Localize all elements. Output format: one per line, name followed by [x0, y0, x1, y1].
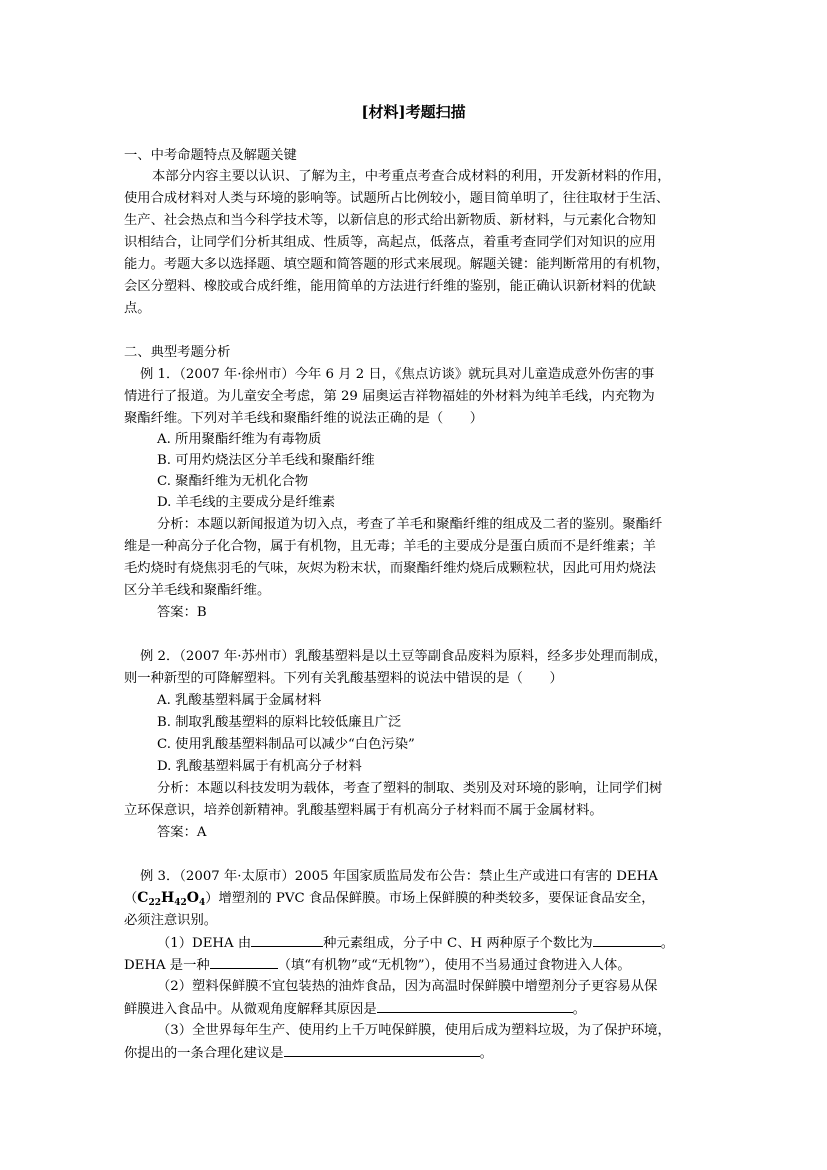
example2-option-b: B. 制取乳酸基塑料的原料比较低廉且广泛	[157, 715, 402, 730]
example1-option-b: B. 可用灼烧法区分羊毛线和聚酯纤维	[157, 453, 375, 468]
section1-paragraph-line: 会区分塑料、橡胶或合成纤维，能用简单的方法进行纤维的鉴别，能正确认识新材料的优缺	[124, 279, 656, 294]
example2-analysis-line: 分析：本题以科技发明为载体，考查了塑料的制取、类别及对环境的影响，让同学们树	[157, 781, 663, 796]
example1-analysis-line: 维是一种高分子化合物，属于有机物，且无毒；羊毛的主要成分是蛋白质而不是纤维素；羊	[124, 539, 656, 554]
example1-stem-line: 聚酯纤维。下列对羊毛线和聚酯纤维的说法正确的是（ ）	[124, 411, 484, 426]
example3-question3-line: （3）全世界每年生产、使用约上千万吨保鲜膜，使用后成为塑料垃圾，为了保护环境，	[157, 1023, 671, 1038]
chemical-formula: $C_{22}H_{42}O_4$	[137, 890, 206, 908]
answer-blank[interactable]	[377, 998, 573, 1013]
section1-paragraph-line: 点。	[124, 301, 151, 316]
example1-analysis-line: 区分羊毛线和聚酯纤维。	[124, 583, 271, 598]
example2-stem-line: 例 2．（2007 年·苏州市）乳酸基塑料是以土豆等副食品废料为原料，经多步处理而制成，	[140, 649, 668, 664]
example1-analysis-line: 毛灼烧时有烧焦羽毛的气味，灰烬为粉末状，而聚酯纤维灼烧后成颗粒状，因此可用灼烧法	[124, 561, 656, 576]
example3-question2-line: （2）塑料保鲜膜不宜包装热的油炸食品，因为高温时保鲜膜中增塑剂分子更容易从保	[157, 979, 658, 994]
answer-blank[interactable]	[593, 932, 661, 947]
document-title: [材料]考题扫描	[361, 103, 466, 121]
section1-paragraph-line: 本部分内容主要以认识、了解为主，中考重点考查合成材料的利用，开发新材料的作用，	[152, 169, 671, 184]
section2-heading: 二、典型考题分析	[124, 345, 231, 360]
answer-blank[interactable]	[284, 1042, 480, 1057]
answer-blank[interactable]	[210, 954, 278, 969]
example2-stem-line: 则一种新型的可降解塑料。下列有关乳酸基塑料的说法中错误的是（ ）	[124, 671, 563, 686]
section1-paragraph-line: 使用合成材料对人类与环境的影响等。试题所占比例较小，题目简单明了，往往取材于生活、	[124, 191, 670, 206]
section1-paragraph-line: 识相结合，让同学们分析其组成、性质等，高起点，低落点，着重考查同学们对知识的应用	[124, 235, 656, 250]
answer-blank[interactable]	[251, 932, 323, 947]
example3-stem-line: 例 3．（2007 年·太原市）2005 年国家质监局发布公告：禁止生产或进口有害的 DEHA	[140, 869, 658, 884]
section1-heading: 一、中考命题特点及解题关键	[124, 148, 297, 163]
example3-stem-line-with-formula: $(C_{22}H_{42}O_4)$增塑剂的 PVC 食品保鲜膜。市场上保鲜膜的种类较多，要保证食品安全，	[124, 890, 655, 908]
example1-stem-line: 情进行了报道。为儿童安全考虑，第 29 届奥运吉祥物福娃的外材料为纯羊毛线，内充物为	[124, 389, 655, 404]
section1-paragraph-line: 生产、社会热点和当今科学技术等，以新信息的形式给出新物质、新材料，与元素化合物知	[124, 213, 656, 228]
example1-option-a: A. 所用聚酯纤维为有毒物质	[157, 432, 322, 447]
example3-question3-line: 你提出的一条合理化建议是 。	[124, 1042, 493, 1064]
example1-analysis-line: 分析：本题以新闻报道为切入点，考查了羊毛和聚酯纤维的组成及二者的鉴别。聚酯纤	[157, 517, 663, 532]
example3-question1-line: DEHA 是一种 （填“有机物”或“无机物”），使用不当易通过食物进入人体。	[124, 954, 631, 976]
example3-stem-line: 必须注意识别。	[124, 913, 218, 928]
example1-stem-line: 例 1．（2007 年·徐州市）今年 6 月 2 日，《焦点访谈》就玩具对儿童造成意外伤害的事	[140, 367, 655, 382]
example1-option-c: C. 聚酯纤维为无机化合物	[157, 474, 309, 489]
example2-option-d: D. 乳酸基塑料属于有机高分子材料	[157, 759, 362, 774]
example3-question2-line: 鲜膜进入食品中。从微观角度解释其原因是 。	[124, 998, 586, 1020]
example3-question1-line: （1）DEHA 由 种元素组成，分子中 C、H 两种原子个数比为 。	[157, 932, 674, 954]
example1-option-d: D. 羊毛线的主要成分是纤维素	[157, 495, 336, 510]
example2-analysis-line: 立环保意识，培养创新精神。乳酸基塑料属于有机高分子材料而不属于金属材料。	[124, 803, 603, 818]
example2-option-a: A. 乳酸基塑料属于金属材料	[157, 693, 322, 708]
example2-option-c: C. 使用乳酸基塑料制品可以减少“白色污染”	[157, 737, 415, 752]
section1-paragraph-line: 能力。考题大多以选择题、填空题和简答题的形式来展现。解题关键：能判断常用的有机物，	[124, 257, 670, 272]
example1-answer: 答案：B	[157, 605, 207, 620]
example2-answer: 答案：A	[157, 825, 207, 840]
